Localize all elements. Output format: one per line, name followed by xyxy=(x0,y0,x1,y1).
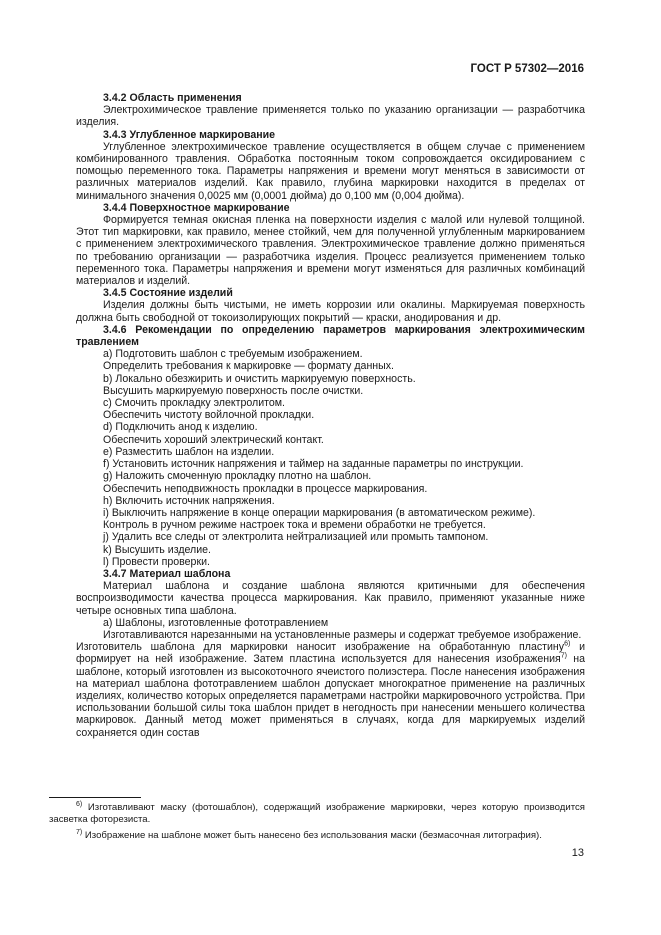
paragraph-with-footnotes xyxy=(76,641,585,739)
paragraph: Высушить маркируемую поверхность после очистки. xyxy=(103,384,364,397)
footnote-ref: 7) xyxy=(560,652,568,660)
footnote-text: Изготавливают маску (фотошаблон), содержащий изображение маркировки, через которую производится засветка фоторезиста. xyxy=(49,802,585,826)
text-run: на шаблоне, который изготовлен из высокоточного ячеистого полиэстера. После нанесения изображения на материал шаблона фототравлением шаблон допускает многократное применение на различных изделиях, количество которых определяется параметрами настройки маркировочного устройства. При использовании большой силы тока шаблон придет в негодность при нанесении меньшего количества маркировок. Данный метод может применяться в случаях, когда для маркируемых изделий сохраняется один состав xyxy=(76,653,585,739)
footnote-text: Изображение на шаблоне может быть нанесено без использования маски (безмасочная литография). xyxy=(82,830,542,842)
paragraph: Определить требования к маркировке — формату данных. xyxy=(103,360,395,373)
paragraph: Обеспечить неподвижность прокладки в процессе маркирования. xyxy=(103,482,428,495)
section-heading: 3.4.7 Материал шаблона xyxy=(103,567,231,580)
footnote-mark: 7) xyxy=(76,829,83,837)
paragraph: e) Разместить шаблон на изделии. xyxy=(103,445,275,458)
paragraph: l) Провести проверки. xyxy=(103,555,210,568)
footnote-mark: 6) xyxy=(76,800,83,808)
paragraph: d) Подключить анод к изделию. xyxy=(103,421,258,434)
paragraph: Обеспечить чистоту войлочной прокладки. xyxy=(103,409,315,422)
paragraph: a) Подготовить шаблон с требуемым изображением. xyxy=(103,348,363,361)
paragraph: Углубленное электрохимическое травление осуществляется в общем случае с применением комбинированного травления. Обработка постоянным током сопровождается оксидированием с помощью переменного тока. Параметры напряжения и времени могут меняться в зависимости от различных материалов изделий. Как правило, глубина маркировки находится в пределах от минимального значения 0,0025 мм (0,0001 дюйма) до 0,100 мм (0,004 дюйма). xyxy=(76,140,585,202)
paragraph: h) Включить источник напряжения. xyxy=(103,494,275,507)
footnote-ref: 6) xyxy=(564,640,571,648)
paragraph: c) Смочить прокладку электролитом. xyxy=(103,397,285,410)
footnote xyxy=(49,802,585,826)
paragraph: g) Наложить смоченную прокладку плотно на шаблон. xyxy=(103,470,372,483)
page-number: 13 xyxy=(571,847,584,859)
footnotes xyxy=(49,802,585,847)
text-run: Изготовитель шаблона для маркировки наносит изображение на обработанную пластину xyxy=(76,641,565,654)
paragraph: i) Выключить напряжение в конце операции маркирования (в автоматическом режиме). xyxy=(103,506,536,519)
section-heading: 3.4.2 Область применения xyxy=(103,92,242,104)
document-id: ГОСТ Р 57302—2016 xyxy=(470,63,584,75)
paragraph: k) Высушить изделие. xyxy=(103,543,211,556)
section-heading: 3.4.3 Углубленное маркирование xyxy=(103,128,276,141)
paragraph: Материал шаблона и создание шаблона являются критичными для обеспечения воспроизводимости качества процесса маркирования. Как правило, применяют указанные ниже четыре основных типа шаблона. xyxy=(76,580,585,617)
paragraph: a) Шаблоны, изготовленные фототравлением xyxy=(103,616,329,629)
document-body xyxy=(76,92,585,739)
paragraph: b) Локально обезжирить и очистить маркируемую поверхность. xyxy=(103,372,416,385)
paragraph: Контроль в ручном режиме настроек тока и времени обработки не требуется. xyxy=(103,519,486,532)
text-run: и формирует на ней изображение. Затем пластина используется для нанесения изображения xyxy=(76,641,585,666)
section-heading: 3.4.5 Состояние изделий xyxy=(103,287,233,300)
section-heading: 3.4.6 Рекомендации по определению параметров маркирования электрохимическим травлением xyxy=(76,323,585,349)
paragraph: Изделия должны быть чистыми, не иметь коррозии или окалины. Маркируемая поверхность должна быть свободной от токоизолирующих покрытий — краски, анодирования и др. xyxy=(76,299,585,324)
footnote-divider xyxy=(49,797,141,798)
paragraph: Изготавливаются нарезанными на установленные размеры и содержат требуемое изображение. xyxy=(103,628,582,641)
paragraph: Формируется темная окисная пленка на поверхности изделия с малой или нулевой толщиной. Этот тип маркировки, как правило, менее стойкий, чем для полученной углубленным маркированием с применением электрохимического травления. Электрохимическое травление должно применяться по требованию организации — разработчика изделия. Процесс реализуется применением только переменного тока. Параметры напряжения и времени могут изменяться для различных комбинаций материалов и изделий. xyxy=(76,214,585,288)
footnote xyxy=(49,830,585,842)
paragraph: Обеспечить хороший электрический контакт. xyxy=(103,433,324,446)
paragraph: f) Установить источник напряжения и таймер на заданные параметры по инструкции. xyxy=(103,458,524,471)
paragraph: Электрохимическое травление применяется только по указанию организации — разработчика изделия. xyxy=(76,104,585,129)
section-heading: 3.4.4 Поверхностное маркирование xyxy=(103,201,290,214)
paragraph: j) Удалить все следы от электролита нейтрализацией или промыть тампоном. xyxy=(103,531,489,544)
